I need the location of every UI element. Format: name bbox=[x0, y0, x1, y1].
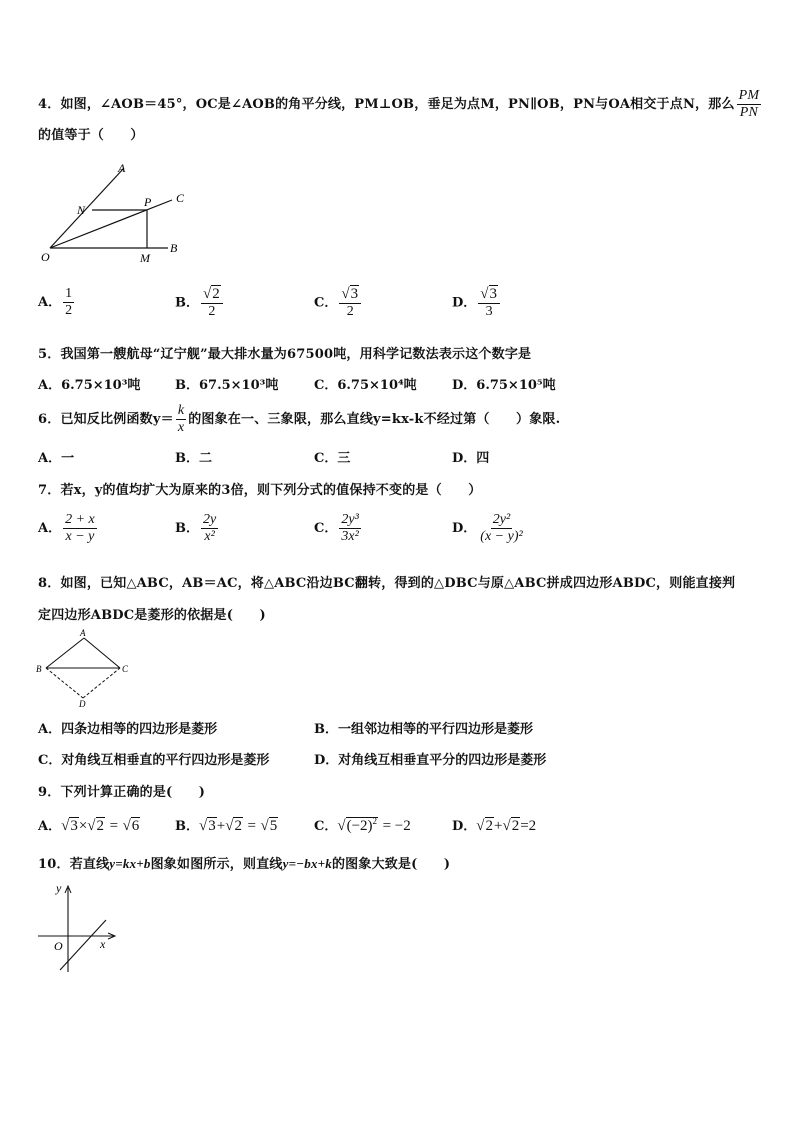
label-a: A bbox=[80, 628, 86, 638]
q9-option-d[interactable]: D．√2+√2=2 bbox=[452, 818, 537, 834]
q6-option-c[interactable]: C．三 bbox=[314, 451, 351, 466]
q4-figure bbox=[36, 158, 196, 266]
q5-option-b[interactable]: B．67.5×10³吨 bbox=[175, 378, 279, 393]
q4-stem-2: 的值等于（ ） bbox=[38, 128, 144, 143]
q5-stem: 5．我国第一艘航母“辽宁舰”最大排水量为67500吨，用科学记数法表示这个数字是 bbox=[38, 347, 532, 362]
q5-option-d[interactable]: D．6.75×10⁵吨 bbox=[452, 378, 556, 393]
q9-option-b[interactable]: B．√3+√2 = √5 bbox=[175, 818, 278, 834]
q7-option-a[interactable]: A． $\frac{2 + x}{x - y}$ bbox=[38, 512, 95, 544]
q10-figure bbox=[36, 880, 126, 976]
label-o: O bbox=[54, 939, 63, 953]
q5-option-c[interactable]: C．6.75×10⁴吨 bbox=[314, 378, 417, 393]
label-c: C bbox=[122, 664, 129, 674]
label-n: N bbox=[77, 203, 86, 217]
q4-option-c[interactable]: C． $\frac{√3}{2}$ bbox=[314, 286, 363, 320]
q4-option-a[interactable]: A． $\frac{1}{2}$ bbox=[38, 286, 73, 318]
label-d: D bbox=[79, 699, 86, 708]
ray-oc bbox=[50, 200, 172, 248]
q8-option-d[interactable]: D．对角线互相垂直平分的四边形是菱形 bbox=[314, 753, 547, 768]
q8-option-b[interactable]: B．一组邻边相等的平行四边形是菱形 bbox=[314, 722, 533, 737]
label-a: A bbox=[118, 161, 126, 175]
q4-option-b[interactable]: B． $\frac{√2}{2}$ bbox=[175, 286, 225, 320]
label-m: M bbox=[140, 251, 150, 265]
q5-option-a[interactable]: A．6.75×10³吨 bbox=[38, 378, 141, 393]
q7-stem: 7．若x，y的值均扩大为原来的3倍，则下列分式的值保持不变的是（ ） bbox=[38, 483, 482, 498]
q7-option-c[interactable]: C． $\frac{\text{2y³}}{\text{3x²}}$ bbox=[314, 512, 359, 544]
q9-stem: 9．下列计算正确的是( ) bbox=[38, 785, 206, 800]
q6-option-b[interactable]: B．二 bbox=[175, 451, 212, 466]
q8-stem-2: 定四边形ABDC是菱形的依据是( ) bbox=[38, 608, 266, 623]
q10-stem: 10．若直线y=kx+b图象如图所示，则直线y=−bx+k的图象大致是( ) bbox=[38, 856, 451, 872]
q4-option-d[interactable]: D． $\frac{√3}{3}$ bbox=[452, 286, 502, 320]
label-y: y bbox=[56, 881, 62, 895]
q6-option-d[interactable]: D．四 bbox=[452, 451, 490, 466]
label-b: B bbox=[170, 241, 178, 255]
q6-stem: 6．已知反比例函数y＝ $\frac{k}{x}$ 的图象在一、三象限，那么直线y=kx-k不经过第（ ）象限. bbox=[38, 403, 561, 435]
q8-stem-1: 8．如图，已知△ABC，AB＝AC，将△ABC沿边BC翻转，得到的△DBC与原△ABC拼成四边形ABDC，则能直接判 bbox=[38, 576, 736, 591]
ray-oa bbox=[50, 168, 124, 248]
q4-fraction: $\frac{PM}{PN}$ bbox=[738, 88, 760, 120]
q8-figure bbox=[34, 628, 134, 708]
label-c: C bbox=[176, 191, 185, 205]
label-o: O bbox=[41, 250, 50, 264]
label-x: x bbox=[100, 937, 106, 951]
q9-option-c[interactable]: C．$√(-2)^2 = -2$ bbox=[314, 816, 411, 834]
q4-stem: 4．如图，∠AOB＝45°，OC是∠AOB的角平分线，PM⊥OB，垂足为点M，PN∥OB，PN与OA相交于点N，那么 $\frac{PM}{PN}$ bbox=[38, 88, 760, 120]
q6-option-a[interactable]: A．一 bbox=[38, 451, 75, 466]
q8-option-a[interactable]: A．四条边相等的四边形是菱形 bbox=[38, 722, 218, 737]
q7-option-d[interactable]: D． $\frac{\text{2y²}}{\text{(x − y)²}}$ bbox=[452, 512, 523, 544]
q7-option-b[interactable]: B． $\frac{2y}{\text{x²}}$ bbox=[175, 512, 217, 544]
label-p: P bbox=[144, 195, 152, 209]
q9-option-a[interactable]: A．√3×√2 = √6 bbox=[38, 818, 140, 834]
q8-option-c[interactable]: C．对角线互相垂直的平行四边形是菱形 bbox=[38, 753, 270, 768]
label-b: B bbox=[36, 664, 42, 674]
